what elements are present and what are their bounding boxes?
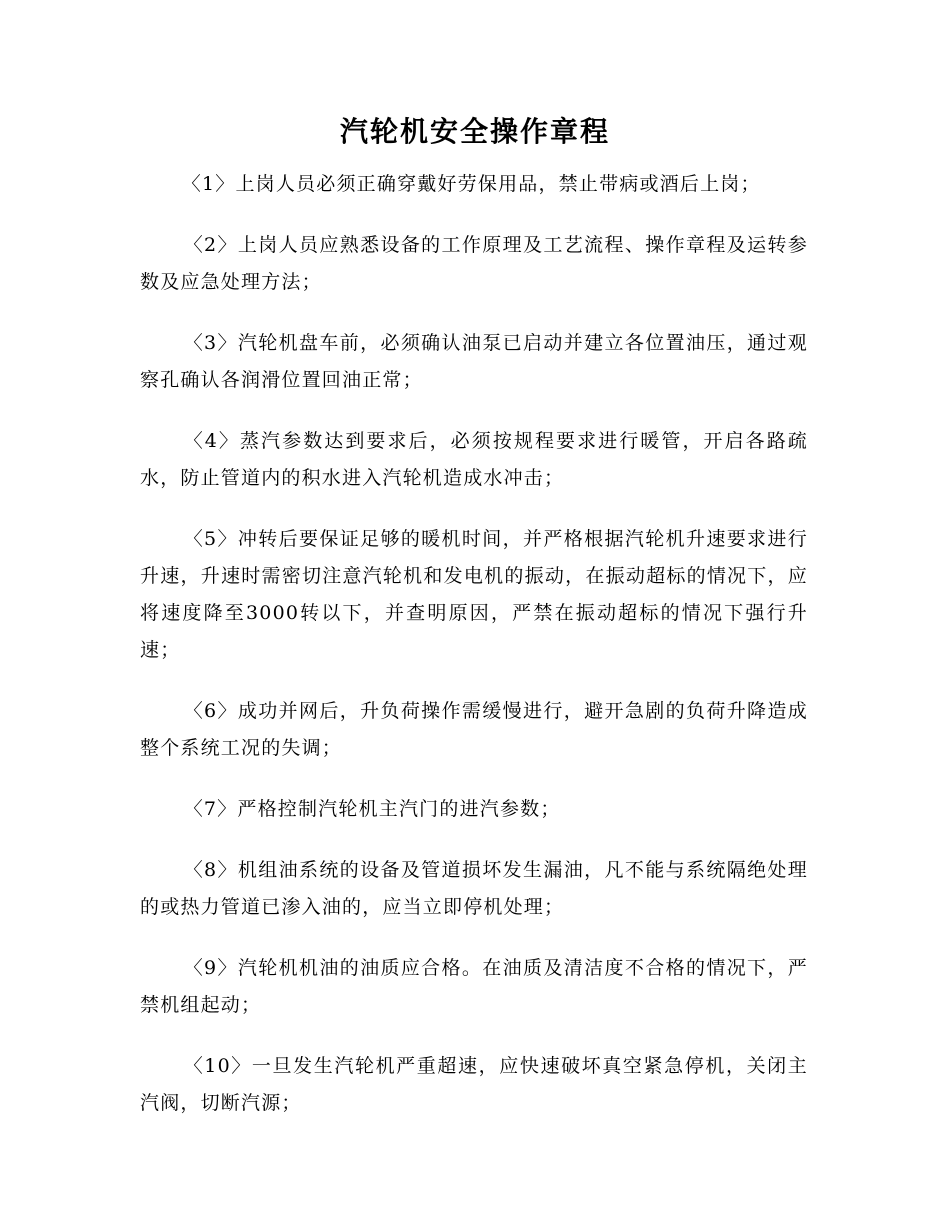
paragraph-10: 〈10〉一旦发生汽轮机严重超速，应快速破坏真空紧急停机，关闭主汽阀，切断汽源； xyxy=(140,1055,808,1114)
paragraph-2: 〈2〉上岗人员应熟悉设备的工作原理及工艺流程、操作章程及运转参数及应急处理方法； xyxy=(140,234,808,293)
paragraph-7: 〈7〉严格控制汽轮机主汽门的进汽参数； xyxy=(183,798,561,820)
paragraph-8: 〈8〉机组油系统的设备及管道损坏发生漏油，凡不能与系统隔绝处理的或热力管道已渗入油的，应当立即停机处理； xyxy=(140,859,808,918)
paragraph-4: 〈4〉蒸汽参数达到要求后，必须按规程要求进行暖管，开启各路疏水，防止管道内的积水进入汽轮机造成水冲击； xyxy=(140,430,808,489)
document-body xyxy=(140,166,808,1146)
paragraph-1: 〈1〉上岗人员必须正确穿戴好劳保用品，禁止带病或酒后上岗； xyxy=(181,173,761,195)
document-title: 汽轮机安全操作章程 xyxy=(339,115,610,148)
paragraph-5: 〈5〉冲转后要保证足够的暖机时间，并严格根据汽轮机升速要求进行升速，升速时需密切注意汽轮机和发电机的振动，在振动超标的情况下，应将速度降至3000转以下，并查明原因，严禁在振动超标的情况下强行升速； xyxy=(140,528,808,661)
paragraph-9: 〈9〉汽轮机机油的油质应合格。在油质及清洁度不合格的情况下，严禁机组起动； xyxy=(140,957,808,1016)
paragraph-3: 〈3〉汽轮机盘车前，必须确认油泵已启动并建立各位置油压，通过观察孔确认各润滑位置回油正常； xyxy=(140,332,808,391)
paragraph-6: 〈6〉成功并网后，升负荷操作需缓慢进行，避开急剧的负荷升降造成整个系统工况的失调； xyxy=(140,700,808,759)
